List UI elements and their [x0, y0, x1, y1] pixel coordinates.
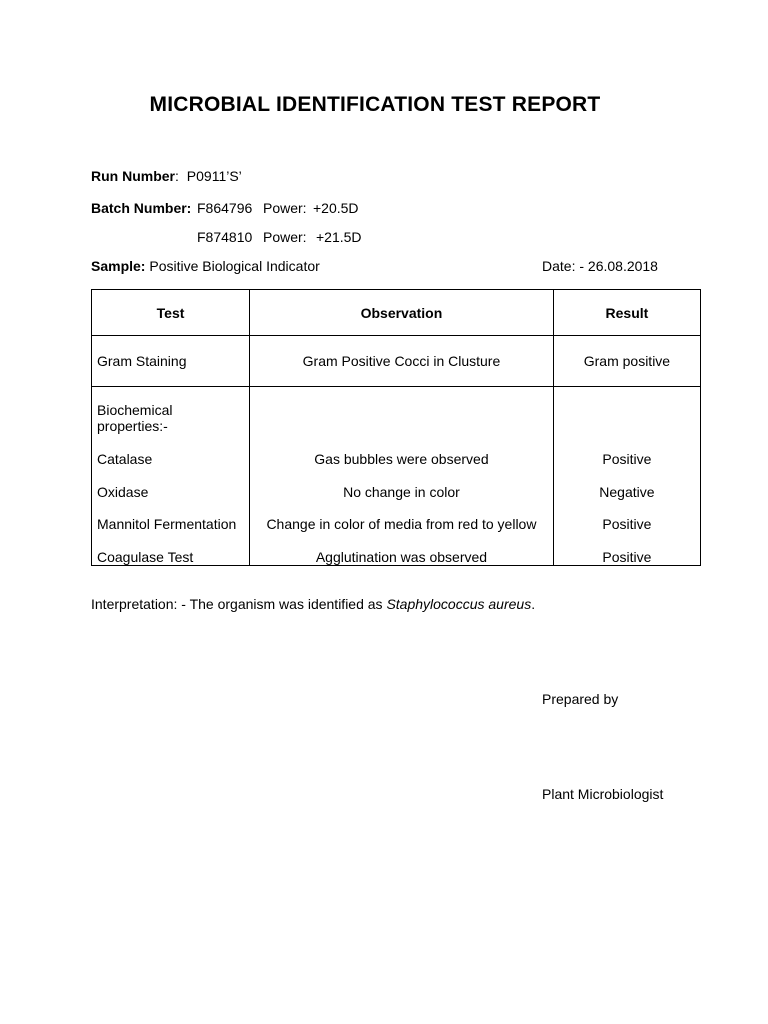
result-coagulase: Positive [602, 549, 652, 565]
run-number-label: Run Number [91, 168, 175, 184]
header-test: Test [92, 290, 250, 336]
header-observation: Observation [250, 290, 554, 336]
interpretation-suffix: . [531, 596, 536, 612]
batch-power-value-1: +20.5D [313, 200, 359, 216]
table-row [92, 387, 701, 566]
header-result: Result [553, 290, 700, 336]
result-oxidase: Negative [599, 484, 655, 500]
run-number-line: Run Number: P0911’S’ [91, 168, 242, 184]
biochem-heading-1: Biochemical [97, 402, 173, 418]
observation-coagulase: Agglutination was observed [315, 549, 488, 565]
gram-result-cell: Gram positive [553, 336, 700, 387]
biochem-test-coagulase: Coagulase Test [97, 549, 194, 565]
interpretation-prefix: Interpretation: - The organism was identified as [91, 596, 387, 612]
report-title: MICROBIAL IDENTIFICATION TEST REPORT [149, 93, 601, 116]
biochem-test-mannitol: Mannitol Fermentation [97, 516, 237, 532]
observation-catalase: Gas bubbles were observed [314, 451, 489, 467]
biochem-result-cell [553, 387, 700, 566]
gram-observation-cell: Gram Positive Cocci in Clusture [250, 336, 554, 387]
table-header-row [92, 290, 701, 336]
result-mannitol: Positive [602, 516, 652, 532]
results-table [91, 289, 701, 566]
biochem-test-catalase: Catalase [97, 451, 153, 467]
observation-mannitol: Change in color of media from red to yellow [266, 516, 537, 532]
biochem-test-oxidase: Oxidase [97, 484, 149, 500]
organism-name: Staphylococcus aureus [386, 596, 532, 612]
biochem-heading-2: properties:- [97, 418, 168, 434]
result-catalase: Positive [602, 451, 652, 467]
batch-number-label: Batch Number: [91, 200, 192, 216]
biochem-observation-cell [250, 387, 554, 566]
observation-oxidase: No change in color [343, 484, 460, 500]
biochem-test-cell [92, 387, 250, 566]
table-row [92, 336, 701, 387]
batch-power-label-1: Power: [263, 200, 307, 216]
prepared-by: Prepared by [542, 691, 619, 707]
batch-power-label-2: Power: [263, 229, 307, 245]
report-date: Date: - 26.08.2018 [542, 258, 658, 274]
sample-label: Sample: [91, 258, 146, 274]
signatory-title: Plant Microbiologist [542, 786, 664, 802]
gram-test-cell: Gram Staining [92, 336, 250, 387]
batch-number-2: F874810 [197, 229, 253, 245]
run-number-value: P0911’S’ [186, 168, 242, 184]
sample-line [91, 258, 320, 274]
batch-power-value-2: +21.5D [316, 229, 362, 245]
sample-value: Positive Biological Indicator [149, 258, 320, 274]
interpretation [91, 596, 535, 612]
batch-number-1: F864796 [197, 200, 253, 216]
